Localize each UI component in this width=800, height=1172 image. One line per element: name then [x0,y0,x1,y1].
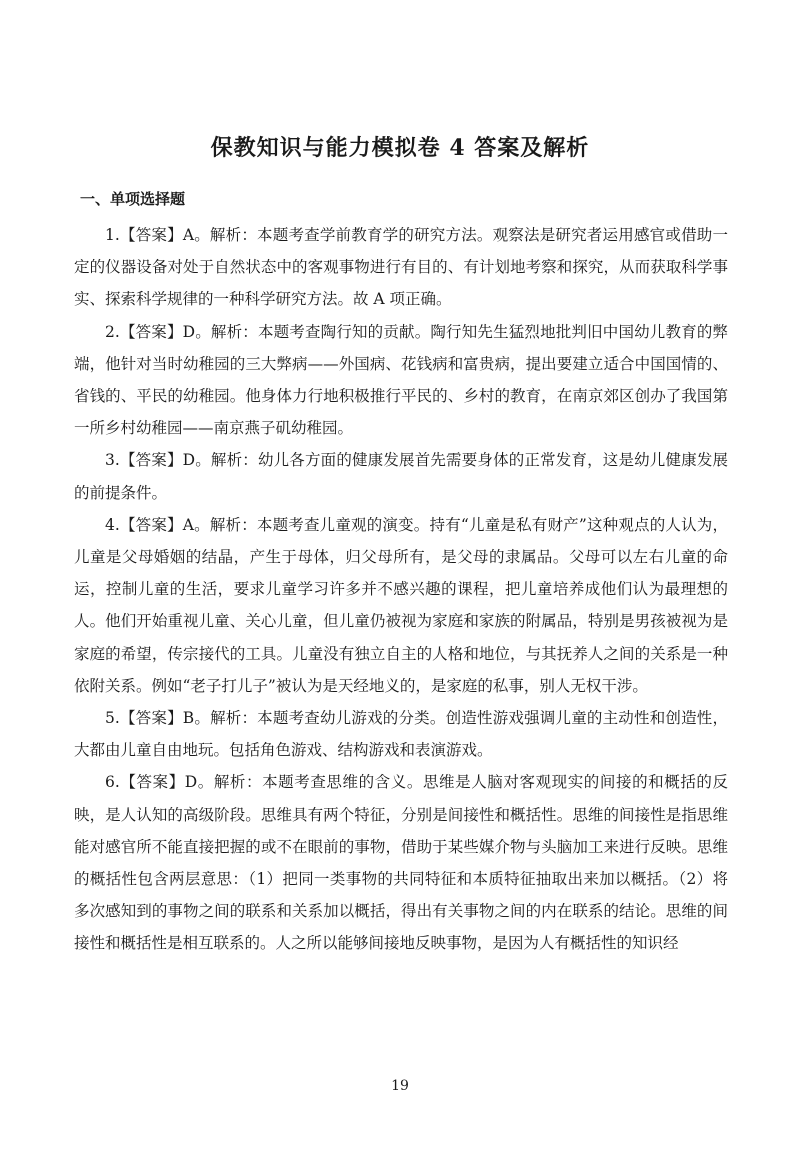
answer-item-1: 1.【答案】A。解析：本题考查学前教育学的研究方法。观察法是研究者运用感官或借助一定的仪器设备对处于自然状态中的客观事物进行有目的、有计划地考察和探究，从而获取科学事实、探索科学规律的一种科学研究方法。故 A 项正确。 [74,226,728,309]
answer-item-6: 6.【答案】D。解析：本题考查思维的含义。思维是人脑对客观现实的间接的和概括的反映，是人认知的高级阶段。思维具有两个特征，分别是间接性和概括性。思维的间接性是指思维能对感官所不能直接把握的或不在眼前的事物，借助于某些媒介物与头脑加工来进行反映。思维的概括性包含两层意思：（1）把同一类事物的共同特征和本质特征抽取出来加以概括。（2）将多次感知到的事物之间的联系和关系加以概括，得出有关事物之间的内在联系的结论。思维的间接性和概括性是相互联系的。人之所以能够间接地反映事物，是因为人有概括性的知识经 [74,773,728,953]
section-heading: 一、单项选择题 [80,190,186,208]
answer-list [74,219,728,960]
answer-item-3: 3.【答案】D。解析：幼儿各方面的健康发展首先需要身体的正常发育，这是幼儿健康发展的前提条件。 [74,451,728,502]
page-number: 19 [391,1078,409,1094]
answer-item-5: 5.【答案】B。解析：本题考查幼儿游戏的分类。创造性游戏强调儿童的主动性和创造性，大都由儿童自由地玩。包括角色游戏、结构游戏和表演游戏。 [74,709,728,760]
page-title: 保教知识与能力模拟卷 4 答案及解析 [210,135,590,161]
answer-item-2: 2.【答案】D。解析：本题考查陶行知的贡献。陶行知先生猛烈地批判旧中国幼儿教育的弊端，他针对当时幼稚园的三大弊病——外国病、花钱病和富贵病，提出要建立适合中国国情的、省钱的、平民的幼稚园。他身体力行地积极推行平民的、乡村的教育，在南京郊区创办了我国第一所乡村幼稚园——南京燕子矶幼稚园。 [74,322,728,438]
answer-item-4: 4.【答案】A。解析：本题考查儿童观的演变。持有“儿童是私有财产”这种观点的人认为，儿童是父母婚姻的结晶，产生于母体，归父母所有，是父母的隶属品。父母可以左右儿童的命运，控制儿童的生活，要求儿童学习许多并不感兴趣的课程，把儿童培养成他们认为最理想的人。他们开始重视儿童、关心儿童，但儿童仍被视为家庭和家族的附属品，特别是男孩被视为是家庭的希望，传宗接代的工具。儿童没有独立自主的人格和地位，与其抚养人之间的关系是一种依附关系。例如“老子打儿子”被认为是天经地义的，是家庭的私事，别人无权干涉。 [74,515,728,695]
